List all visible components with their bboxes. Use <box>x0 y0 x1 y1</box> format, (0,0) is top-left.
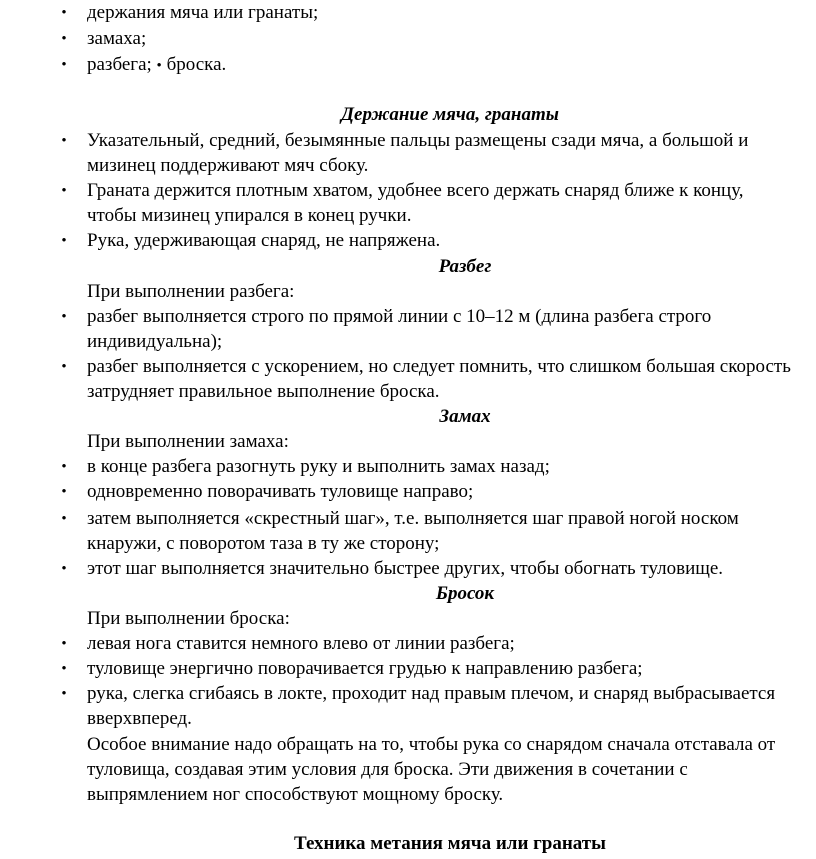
bullet: • <box>61 133 67 149</box>
bullet: • <box>61 686 67 702</box>
throw-lead: При выполнении броска: <box>87 608 290 629</box>
bullet: • <box>61 484 67 500</box>
intro-item-swing: замаха; <box>87 28 147 49</box>
holding-item-3: Рука, удерживающая снаряд, не напряжена. <box>87 230 441 251</box>
swing-item-4: этот шаг выполняется значительно быстрее других, чтобы обогнать туловище. <box>87 558 724 579</box>
intro-item-runup-throw <box>87 53 226 78</box>
throw-item-1: левая нога ставится немного влево от линии разбега; <box>87 633 515 654</box>
bullet: • <box>61 561 67 577</box>
intro-item-holding: держания мяча или гранаты; <box>87 2 319 23</box>
throw-note-line-3: выпрямлением ног способствуют мощному броску. <box>87 784 504 805</box>
runup-item-2-line-2: затрудняет правильное выполнение броска. <box>87 381 440 402</box>
heading-throw: Бросок <box>435 583 495 604</box>
bullet: • <box>61 31 67 47</box>
holding-item-2-line-2: чтобы мизинец упирался в конец ручки. <box>87 205 412 226</box>
throw-item-3-line-1: рука, слегка сгибаясь в локте, проходит над правым плечом, и снаряд выбрасывается <box>87 683 776 704</box>
swing-lead: При выполнении замаха: <box>87 431 289 452</box>
bullet: • <box>61 5 67 21</box>
intro-item-runup: разбега; <box>87 54 152 75</box>
bullet: • <box>61 233 67 249</box>
heading-holding: Держание мяча, гранаты <box>341 104 559 125</box>
bullet: • <box>61 57 67 73</box>
holding-item-2-line-1: Граната держится плотным хватом, удобнее всего держать снаряд ближе к концу, <box>87 180 744 201</box>
bullet: • <box>61 459 67 475</box>
bullet: • <box>61 183 67 199</box>
heading-swing: Замах <box>439 406 491 427</box>
throw-item-3-line-2: вверхвперед. <box>87 708 192 729</box>
swing-item-2: одновременно поворачивать туловище направо; <box>87 481 474 502</box>
runup-item-1-line-1: разбег выполняется строго по прямой линии с 10–12 м (длина разбега строго <box>87 306 712 327</box>
bullet: • <box>61 359 67 375</box>
bullet: • <box>61 309 67 325</box>
heading-runup: Разбег <box>438 256 492 277</box>
bullet: • <box>61 661 67 677</box>
runup-lead: При выполнении разбега: <box>87 281 295 302</box>
swing-item-1: в конце разбега разогнуть руку и выполнить замах назад; <box>87 456 550 477</box>
throw-item-2: туловище энергично поворачивается грудью к направлению разбега; <box>87 658 643 679</box>
runup-item-2-line-1: разбег выполняется с ускорением, но следует помнить, что слишком большая скорость <box>87 356 791 377</box>
swing-item-3-line-2: кнаружи, с поворотом таза в ту же сторону; <box>87 533 440 554</box>
bullet: • <box>61 636 67 652</box>
section-title: Техника метания мяча или гранаты <box>294 833 606 854</box>
swing-item-3-line-1: затем выполняется «скрестный шаг», т.е. выполняется шаг правой ногой носком <box>87 508 739 529</box>
holding-item-1-line-2: мизинец поддерживают мяч сбоку. <box>87 155 369 176</box>
inline-bullet: • <box>156 58 162 74</box>
runup-item-1-line-2: индивидуальна); <box>87 331 223 352</box>
intro-item-throw: броска. <box>166 54 227 75</box>
holding-item-1-line-1: Указательный, средний, безымянные пальцы размещены сзади мяча, а большой и <box>87 130 749 151</box>
bullet: • <box>61 511 67 527</box>
throw-note-line-2: туловища, создавая этим условия для броска. Эти движения в сочетании с <box>87 759 688 780</box>
throw-note-line-1: Особое внимание надо обращать на то, чтобы рука со снарядом сначала отставала от <box>87 734 776 755</box>
